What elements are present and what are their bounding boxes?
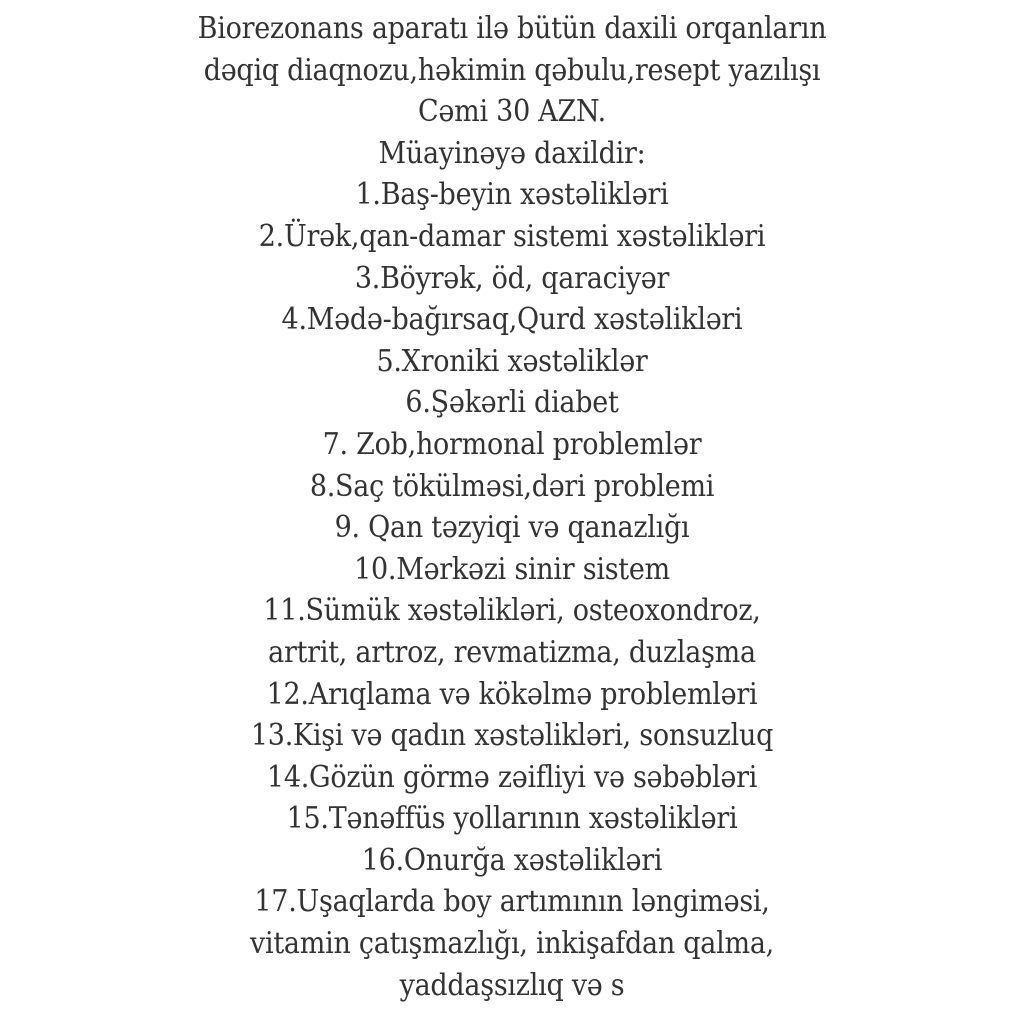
- included-heading: Müayinəyə daxildir:: [378, 135, 646, 171]
- list-item: 9. Qan təzyiqi və qanazlığı: [334, 510, 690, 546]
- list-item: 10.Mərkəzi sinir sistem: [354, 551, 670, 587]
- list-item: 13.Kişi və qadın xəstəlikləri, sonsuzluq: [250, 718, 774, 754]
- list-item: 15.Tənəffüs yollarının xəstəlikləri: [286, 801, 738, 837]
- price-line: Cəmi 30 AZN.: [418, 94, 606, 130]
- list-item: 5.Xroniki xəstəliklər: [376, 343, 648, 379]
- list-item-continuation: yaddaşsızlıq və s: [399, 967, 625, 1003]
- list-item: 12.Arıqlama və kökəlmə problemləri: [266, 676, 758, 712]
- list-item: 17.Uşaqlarda boy artımının ləngiməsi,: [254, 884, 770, 920]
- list-item-continuation: vitamin çatışmazlığı, inkişafdan qalma,: [250, 926, 774, 962]
- list-item: 8.Saç tökülməsi,dəri problemi: [309, 468, 715, 504]
- list-item: 6.Şəkərli diabet: [405, 385, 619, 421]
- list-item: 16.Onurğa xəstəlikləri: [361, 842, 663, 878]
- list-item: 14.Gözün görmə zəifliyi və səbəbləri: [266, 759, 758, 795]
- list-item: 7. Zob,hormonal problemlər: [322, 426, 702, 462]
- list-item: 4.Mədə-bağırsaq,Qurd xəstəlikləri: [281, 302, 743, 338]
- list-item: 3.Böyrək, öd, qaraciyər: [354, 260, 670, 296]
- list-item: 1.Baş-beyin xəstəlikləri: [355, 177, 669, 213]
- headline-line-1: Biorezonans aparatı ilə bütün daxili orqanların: [197, 11, 827, 46]
- list-item-continuation: artrit, artroz, revmatizma, duzlaşma: [268, 634, 756, 670]
- advertisement-text: [0, 8, 1024, 1006]
- headline-line-2: dəqiq diaqnozu,həkimin qəbulu,resept yazılışı: [203, 52, 821, 88]
- list-item: 2.Ürək,qan-damar sistemi xəstəlikləri: [258, 218, 766, 254]
- list-item: 11.Sümük xəstəlikləri, osteoxondroz,: [263, 593, 761, 629]
